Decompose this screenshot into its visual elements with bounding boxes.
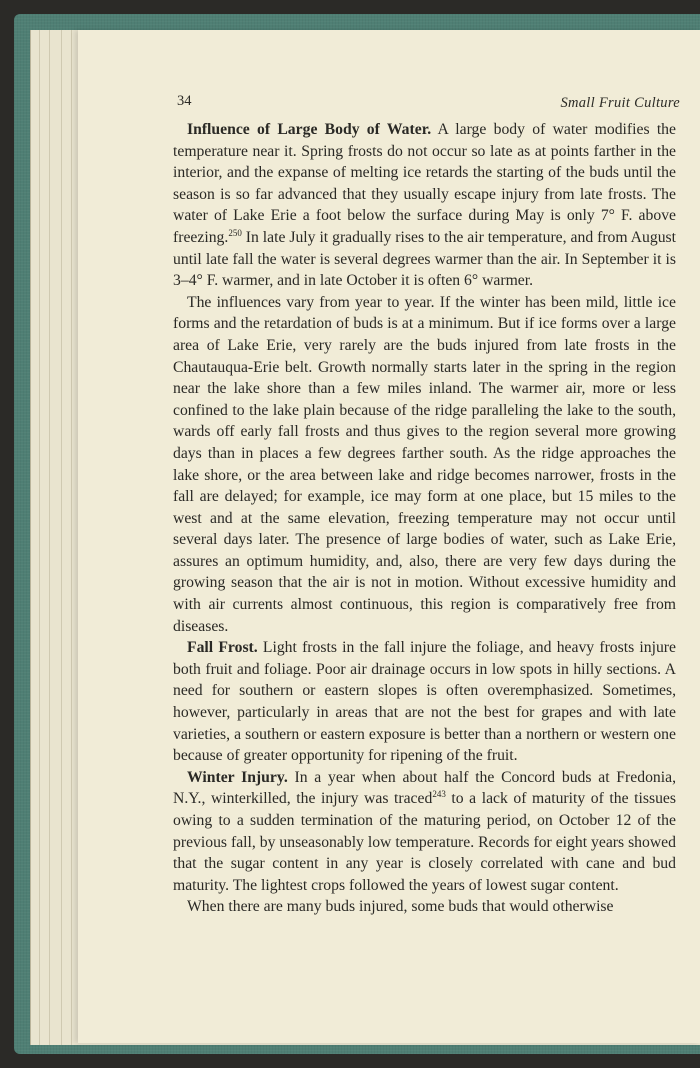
paragraph-winter-injury xyxy=(173,767,676,897)
paragraph-text: When there are many buds injured, some buds that would otherwise xyxy=(187,898,614,916)
page-number: 34 xyxy=(177,93,192,109)
paragraph-fall-frost xyxy=(173,637,676,767)
section-heading: Influence of Large Body of Water. xyxy=(187,121,432,138)
paragraph-text: A large body of water modifies the temperature near it. Spring frosts do not occur so late as at points farther in the interior, and the expanse of melting ice retards the starting of the buds until the season is so far advanced that they usually escape injury from late frosts. The water of Lake Erie a foot below the surface during May is only 7° F. above freezing. xyxy=(173,121,676,246)
page-edge-line xyxy=(61,30,62,1045)
paragraph-text: to a lack of maturity of the tissues owing to a sudden termination of the maturing period, on October 12 of the previous fall, by unseasonably low temperature. Records for eight years showed that the sugar content in any year is closely correlated with cane and bud maturity. The lightest crops followed the years of lowest sugar content. xyxy=(173,790,676,894)
section-heading: Fall Frost. xyxy=(187,639,258,657)
page-edge-line xyxy=(39,30,40,1045)
running-head xyxy=(97,93,680,115)
citation-number: 250 xyxy=(228,227,242,238)
paragraph-water xyxy=(173,119,676,292)
running-title: Small Fruit Culture xyxy=(560,95,680,111)
page-edge-line xyxy=(71,30,72,1045)
section-heading: Winter Injury. xyxy=(187,768,288,786)
paragraph-text: In late July it gradually rises to the air temperature, and from August until late fall the water is several degrees warmer than the air. In September it is 3–4° F. warmer, and in late October it is often 6° warmer. xyxy=(173,228,676,290)
body-text xyxy=(173,119,676,918)
paragraph-text: In a year when about half the Concord buds at Fredonia, N.Y., winterkilled, the injury was traced xyxy=(173,768,676,808)
citation-number: 243 xyxy=(432,789,446,800)
paragraph-text: The influences vary from year to year. If the winter has been mild, little ice forms and the retardation of buds is at a minimum. But if ice forms over a large area of Lake Erie, very rarely are the buds injured from late frosts in the Chautauqua-Erie belt. Growth normally starts later in the spring in the region near the lake shore than a few miles inland. The warmer air, more or less confined to the lake plain because of the ridge paralleling the lake to the south, wards off early fall frosts and thus gives to the region several more growing days than in places a few degrees farther south. As the ridge approaches the lake shore, or the area between lake and ridge becomes narrower, frosts in the fall are delayed; for example, ice may form at one place, but 15 miles to the west and at the same elevation, freezing temperature may not occur until several days later. The presence of large bodies of water, such as Lake Erie, assures an optimum humidity, and, also, there are very few days during the growing season that the air is not in motion. Without excessive humidity and with air currents almost continuous, this region is comparatively free from diseases. xyxy=(173,293,676,635)
paragraph-influences xyxy=(173,292,676,638)
page-edge-line xyxy=(49,30,50,1045)
paragraph-continued xyxy=(173,896,676,918)
paragraph-text: Light frosts in the fall injure the foliage, and heavy frosts injure both fruit and foliage. Poor air drainage occurs in low spots in hilly sections. A need for southern or eastern slopes is often overemphasized. Sometimes, however, particularly in areas that are not the best for grapes and with late varieties, a southern or eastern exposure is better than a northern or western one because of greater opportunity for ripening of the fruit. xyxy=(173,639,676,765)
